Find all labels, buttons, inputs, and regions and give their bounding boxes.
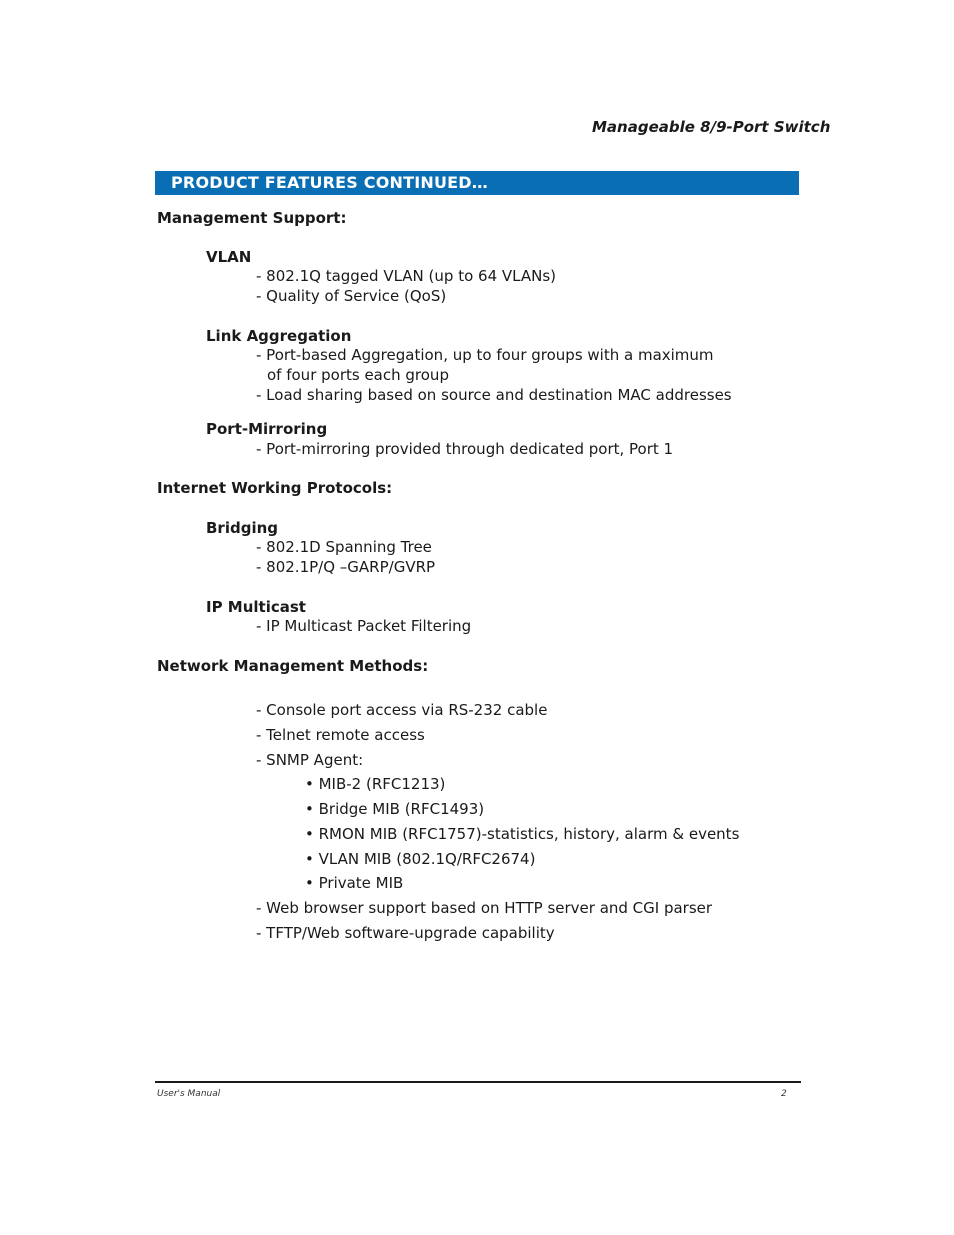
running-header: Manageable 8/9-Port Switch	[592, 118, 831, 136]
bridging-title: Bridging	[206, 519, 279, 537]
list-item: - Quality of Service (QoS)	[256, 287, 447, 305]
list-item: - Console port access via RS-232 cable	[256, 701, 548, 719]
list-item-continuation: of four ports each group	[267, 366, 449, 384]
snmp-mib-item: • MIB-2 (RFC1213)	[305, 775, 446, 793]
list-item: - 802.1Q tagged VLAN (up to 64 VLANs)	[256, 267, 556, 285]
network-management-heading: Network Management Methods:	[157, 657, 429, 675]
list-item: - Web browser support based on HTTP server and CGI parser	[256, 899, 713, 917]
snmp-mib-item: • Private MIB	[305, 874, 404, 892]
list-item: - Port-based Aggregation, up to four groups with a maximum	[256, 346, 714, 364]
list-item: - Port-mirroring provided through dedicated port, Port 1	[256, 440, 674, 458]
footer-manual-label: User's Manual	[157, 1089, 221, 1099]
protocols-heading: Internet Working Protocols:	[157, 479, 393, 497]
management-support-heading: Management Support:	[157, 209, 347, 227]
snmp-mib-item: • RMON MIB (RFC1757)-statistics, history, alarm & events	[305, 825, 740, 843]
page-number: 2	[781, 1089, 787, 1099]
list-item: - SNMP Agent:	[256, 751, 364, 769]
link-aggregation-title: Link Aggregation	[206, 327, 352, 345]
footer-rule	[155, 1081, 801, 1083]
list-item: - Telnet remote access	[256, 726, 425, 744]
list-item: - 802.1D Spanning Tree	[256, 538, 432, 556]
ip-multicast-title: IP Multicast	[206, 598, 306, 616]
list-item: - Load sharing based on source and destination MAC addresses	[256, 386, 732, 404]
vlan-title: VLAN	[206, 248, 252, 266]
port-mirroring-title: Port-Mirroring	[206, 420, 328, 438]
list-item: - TFTP/Web software-upgrade capability	[256, 924, 555, 942]
section-title: PRODUCT FEATURES CONTINUED…	[171, 173, 488, 192]
section-banner	[155, 171, 799, 195]
list-item: - 802.1P/Q –GARP/GVRP	[256, 558, 436, 576]
list-item: - IP Multicast Packet Filtering	[256, 617, 472, 635]
snmp-mib-item: • Bridge MIB (RFC1493)	[305, 800, 485, 818]
snmp-mib-item: • VLAN MIB (802.1Q/RFC2674)	[305, 850, 536, 868]
